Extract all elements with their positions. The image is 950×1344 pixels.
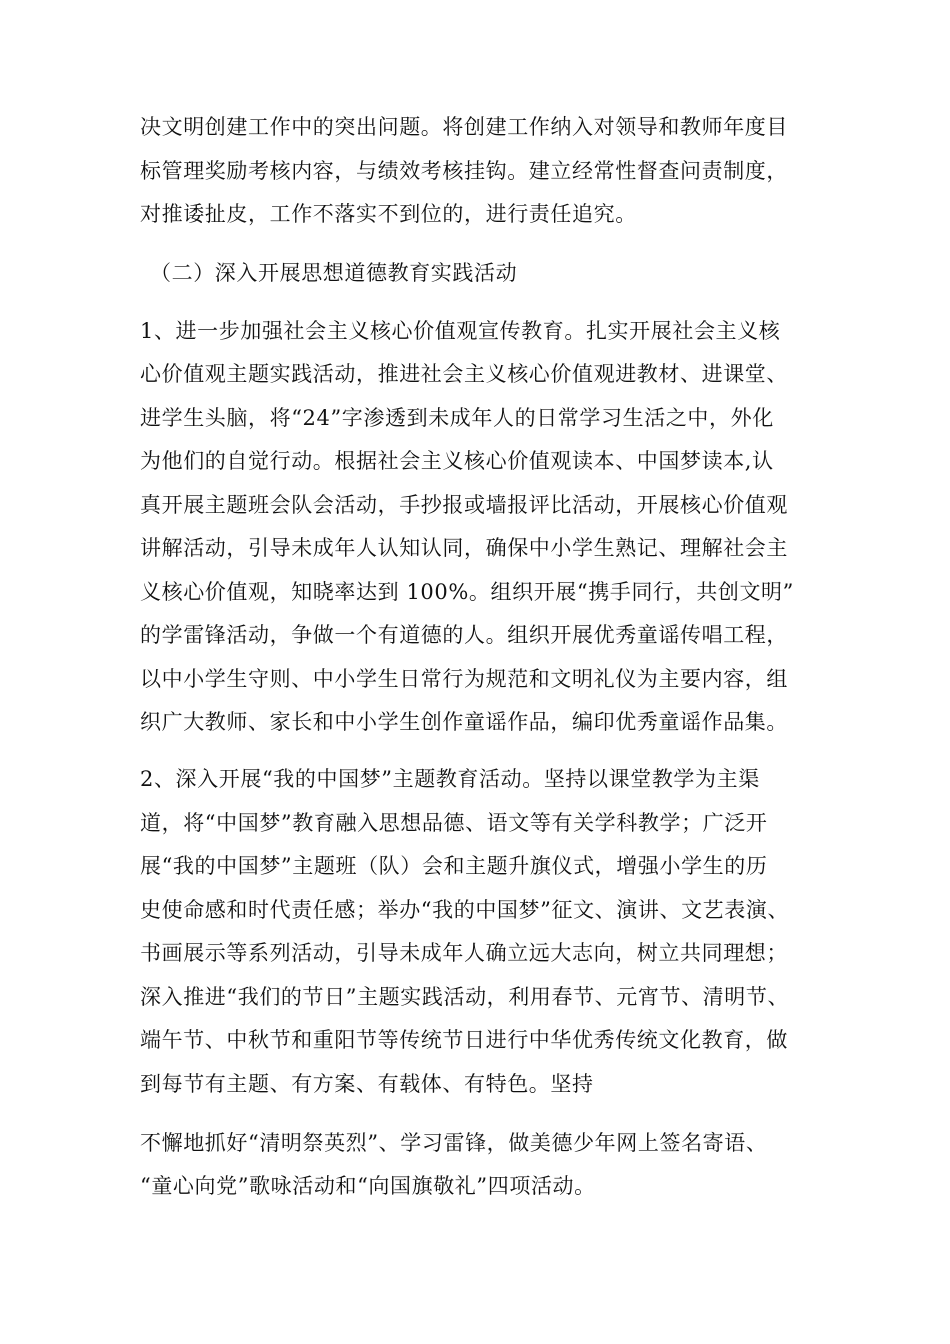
text-line: 义核心价值观，知晓率达到 100%。组织开展“携手同行，共创文明” — [140, 580, 794, 604]
text-line: 史使命感和时代责任感；举办“我的中国梦”征文、演讲、文艺表演、 — [140, 898, 790, 922]
text-line: 书画展示等系列活动，引导未成年人确立远大志向，树立共同理想； — [140, 941, 788, 965]
text-line: 端午节、中秋节和重阳节等传统节日进行中华优秀传统文化教育，做 — [140, 1028, 788, 1052]
text-line: 心价值观主题实践活动，推进社会主义核心价值观进教材、进课堂、 — [140, 362, 788, 386]
text-line: 到每节有主题、有方案、有载体、有特色。坚持 — [140, 1072, 594, 1096]
text-line: 标管理奖励考核内容，与绩效考核挂钩。建立经常性督查问责制度， — [140, 159, 788, 183]
text-line: 为他们的自觉行动。根据社会主义核心价值观读本、中国梦读本,认 — [140, 449, 774, 473]
text-line: 1、进一步加强社会主义核心价值观宣传教育。扎实开展社会主义核 — [140, 319, 781, 343]
text-line: 道，将“中国梦”教育融入思想品德、语文等有关学科教学；广泛开 — [140, 811, 768, 835]
text-line: 讲解活动，引导未成年人认知认同，确保中小学生熟记、理解社会主 — [140, 536, 788, 560]
text-line: 织广大教师、家长和中小学生创作童谣作品，编印优秀童谣作品集。 — [140, 710, 788, 734]
text-line: 真开展主题班会队会活动，手抄报或墙报评比活动，开展核心价值观 — [140, 493, 788, 517]
text-line: 对推诿扯皮，工作不落实不到位的，进行责任追究。 — [140, 202, 637, 226]
text-line: 进学生头脑，将“24”字渗透到未成年人的日常学习生活之中，外化 — [140, 406, 774, 430]
text-line: 2、深入开展“我的中国梦”主题教育活动。坚持以课堂教学为主渠 — [140, 767, 760, 791]
text-line: 不懈地抓好“清明祭英烈”、学习雷锋，做美德少年网上签名寄语、 — [140, 1131, 768, 1155]
text-line: 展“我的中国梦”主题班（队）会和主题升旗仪式，增强小学生的历 — [140, 854, 768, 878]
section-heading: （二）深入开展思想道德教育实践活动 — [150, 261, 518, 285]
text-line: 以中小学生守则、中小学生日常行为规范和文明礼仪为主要内容，组 — [140, 667, 788, 691]
text-line: “童心向党”歌咏活动和“向国旗敬礼”四项活动。 — [140, 1174, 596, 1198]
text-line: 深入推进“我们的节日”主题实践活动，利用春节、元宵节、清明节、 — [140, 985, 790, 1009]
text-line: 的学雷锋活动，争做一个有道德的人。组织开展优秀童谣传唱工程， — [140, 623, 788, 647]
text-line: 决文明创建工作中的突出问题。将创建工作纳入对领导和教师年度目 — [140, 115, 788, 139]
